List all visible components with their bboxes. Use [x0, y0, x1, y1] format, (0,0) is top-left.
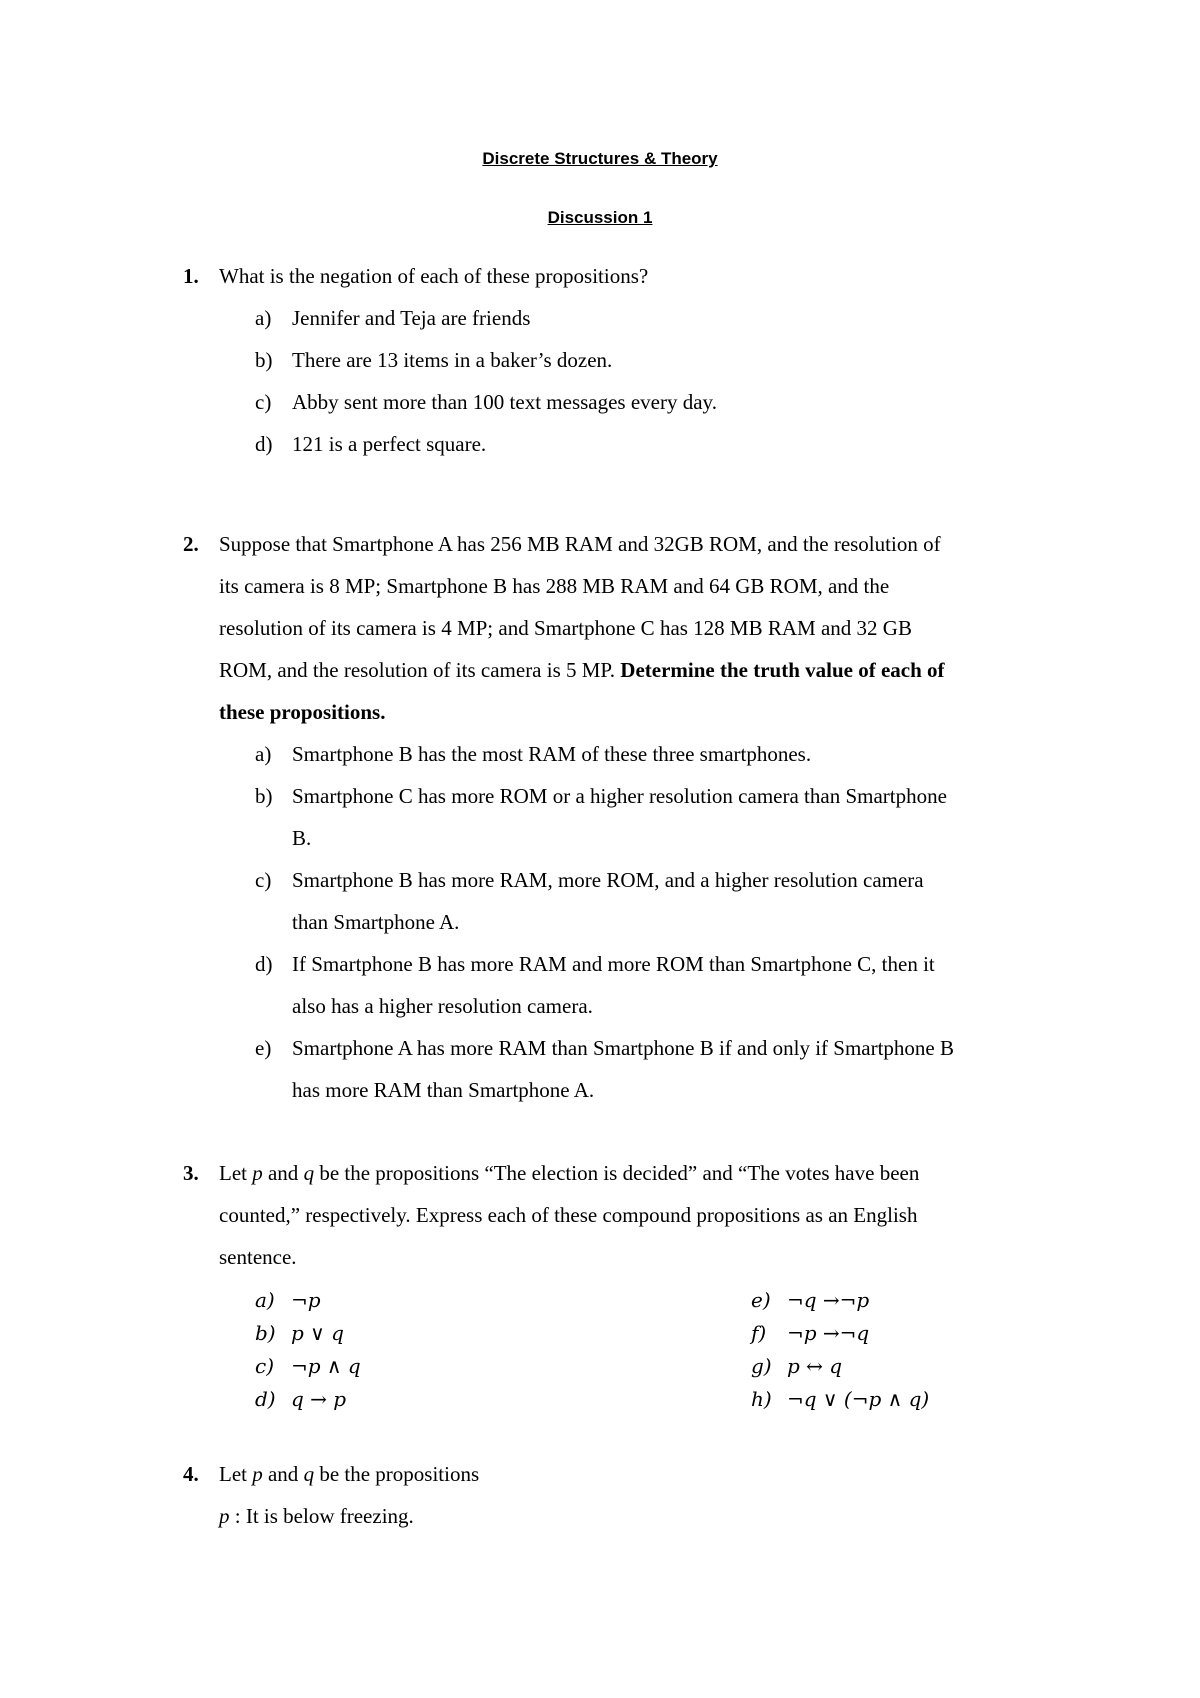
q3-expr-label: f): [751, 1321, 767, 1345]
q3-line: sentence.: [219, 1245, 297, 1269]
q1-text: What is the negation of each of these propositions?: [219, 264, 649, 288]
q2-line: its camera is 8 MP; Smartphone B has 288 MB RAM and 64 GB ROM, and the: [219, 574, 890, 598]
q3-expr-label: d): [255, 1387, 276, 1411]
q3-text: be the propositions “The election is decided” and “The votes have been: [314, 1161, 920, 1185]
q3-expr-label: b): [255, 1321, 276, 1345]
q3-expr: ¬q →¬p: [787, 1288, 870, 1312]
var-q: q: [303, 1161, 315, 1185]
q2-item-label: b): [255, 784, 273, 808]
q3-expr-label: h): [751, 1387, 772, 1411]
document-title: Discrete Structures & Theory: [482, 149, 718, 168]
q4-text: Let: [219, 1462, 253, 1486]
q2-item-text: has more RAM than Smartphone A.: [292, 1078, 595, 1102]
q1-item-text: Jennifer and Teja are friends: [292, 306, 531, 330]
q4-line: [219, 1464, 479, 1485]
q3-expr-label: c): [255, 1354, 275, 1378]
q2-item-label: c): [255, 868, 272, 892]
q3-expr: q → p: [291, 1387, 347, 1411]
q2-line-with-bold: [219, 660, 945, 681]
q4-text: : It is below freezing.: [229, 1504, 414, 1528]
q2-line: ROM, and the resolution of its camera is 5 MP.: [219, 658, 621, 682]
var-q: q: [303, 1462, 315, 1486]
q4-text: be the propositions: [314, 1462, 480, 1486]
q2-line: resolution of its camera is 4 MP; and Smartphone C has 128 MB RAM and 32 GB: [219, 616, 912, 640]
q1-item-text: Abby sent more than 100 text messages every day.: [292, 390, 717, 414]
q1-item-label: d): [255, 432, 273, 456]
q3-expr: p ∨ q: [291, 1321, 344, 1345]
q2-item-label: e): [255, 1036, 272, 1060]
q3-expr: p ↔ q: [787, 1354, 843, 1378]
q3-expr: ¬p →¬q: [787, 1321, 870, 1345]
q1-number: 1.: [183, 264, 199, 288]
q3-expr: ¬p: [291, 1288, 321, 1312]
q4-number: 4.: [183, 1462, 199, 1486]
q1-item-label: b): [255, 348, 273, 372]
q2-item-text: If Smartphone B has more RAM and more ROM than Smartphone C, then it: [292, 952, 935, 976]
q3-expr: ¬q ∨ (¬p ∧ q): [787, 1387, 930, 1411]
q2-item-text: B.: [292, 826, 312, 850]
q3-number: 3.: [183, 1161, 199, 1185]
q1-item-label: a): [255, 306, 272, 330]
q1-item-text: There are 13 items in a baker’s dozen.: [292, 348, 613, 372]
q2-item-text: Smartphone A has more RAM than Smartphone B if and only if Smartphone B: [292, 1036, 955, 1060]
document-subtitle: Discussion 1: [547, 208, 653, 227]
q2-item-label: a): [255, 742, 272, 766]
q4-text: and: [262, 1462, 304, 1486]
q2-number: 2.: [183, 532, 199, 556]
q2-instruction: Determine the truth value of each of: [620, 658, 945, 682]
q3-text: Let: [219, 1161, 253, 1185]
q2-instruction: these propositions.: [219, 700, 386, 724]
var-p: p: [219, 1504, 230, 1528]
var-p: p: [252, 1462, 263, 1486]
q2-item-text: Smartphone B has the most RAM of these three smartphones.: [292, 742, 812, 766]
q3-line: [219, 1163, 919, 1184]
q3-expr: ¬p ∧ q: [291, 1354, 361, 1378]
q2-item-text: Smartphone B has more RAM, more ROM, and a higher resolution camera: [292, 868, 924, 892]
q2-item-text: Smartphone C has more ROM or a higher resolution camera than Smartphone: [292, 784, 947, 808]
q3-text: and: [262, 1161, 304, 1185]
q2-item-text: than Smartphone A.: [292, 910, 460, 934]
q2-item-text: also has a higher resolution camera.: [292, 994, 593, 1018]
q4-p-definition: [219, 1506, 414, 1527]
var-p: p: [252, 1161, 263, 1185]
q3-line: counted,” respectively. Express each of these compound propositions as an English: [219, 1203, 918, 1227]
q2-line: Suppose that Smartphone A has 256 MB RAM and 32GB ROM, and the resolution of: [219, 532, 941, 556]
q2-item-label: d): [255, 952, 273, 976]
q1-item-label: c): [255, 390, 272, 414]
q3-expr-label: a): [255, 1288, 275, 1312]
q3-expr-label: e): [751, 1288, 771, 1312]
q3-expr-label: g): [751, 1354, 772, 1378]
q1-item-text: 121 is a perfect square.: [292, 432, 487, 456]
